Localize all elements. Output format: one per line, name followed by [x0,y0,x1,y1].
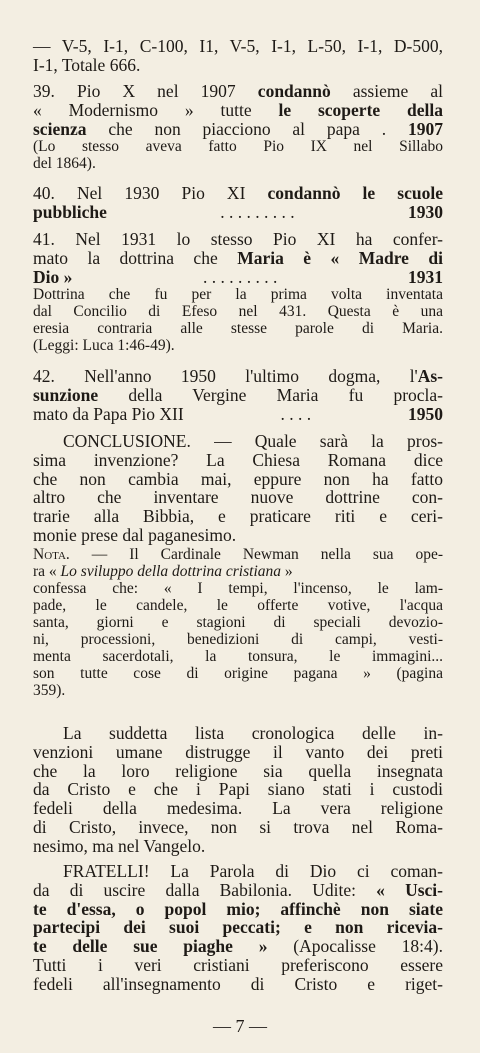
text-line: pade, le candele, le offerte votive, l'acqua [33,597,443,614]
text-line: fedeli all'insegnamento di Cristo e riget- [33,973,443,994]
text-line: mato da Papa Pio XII . . . . 1950 [33,403,443,424]
nota-paragraph [33,546,443,699]
text-line: scienza che non piacciono al papa . 1907 [33,118,443,139]
text-line: da Cristo e che i Papi siano stati i custodi [33,779,443,800]
text-line: Dottrina che fu per la prima volta inventata [33,286,443,304]
text-line: ni, processioni, benedizioni di campi, vesti- [33,631,443,648]
conclusione-paragraph [33,432,443,545]
text-line: da di uscire dalla Babilonia. Udite: « Usci- [33,879,443,900]
text-line: I-1, Totale 666. [33,54,141,75]
text-line: 41. Nel 1931 lo stesso Pio XI ha confer- [33,229,443,249]
text-line: fedeli della medesima. La vera religione [33,798,443,819]
lista-paragraph [33,724,443,856]
text-line: son tutte cose di origine pagana » (pagina [33,665,443,682]
text-line: di Cristo, invece, non si trova nel Roma- [33,816,443,837]
text-line: del 1864). [33,155,96,173]
text-line: « Modernismo » tutte le scoperte della [33,99,443,120]
text-line: CONCLUSIONE. — Quale sarà la pros- [63,431,443,451]
text-line: eresia contraria alle stesse parole di Maria. [33,320,443,338]
text-line: mato la dottrina che Maria è « Madre di [33,247,444,268]
text-line: menta sacerdotali, la tonsura, le immagini... [33,648,443,665]
text-line: FRATELLI! La Parola di Dio ci coman- [63,861,443,881]
text-line: dal Concilio di Efeso nel 431. Questa è una [33,303,443,321]
text-line: nesimo, ma nel Vangelo. [33,835,206,856]
text-line: — V-5, I-1, C-100, I1, V-5, I-1, L-50, I-1, D-500, [33,36,443,56]
text-line: (Leggi: Luca 1:46-49). [33,337,175,355]
text-line: partecipi dei suoi peccati; e non ricevia- [33,917,443,938]
text-line: monie prese dal paganesimo. [33,524,237,545]
item-38-tail [33,37,443,75]
text-line: 42. Nell'anno 1950 l'ultimo dogma, l'As- [33,366,443,386]
text-line: santa, giorni e stagioni di speciali devozio- [33,614,443,631]
text-line: Dio » . . . . . . . . . 1931 [33,266,443,287]
text-line: te delle sue piaghe » (Apocalisse 18:4). [33,936,443,957]
fratelli-paragraph [33,862,443,994]
text-line: pubbliche . . . . . . . . . 1930 [33,201,443,222]
text-line: che non cambia mai, eppure non ha fatto [33,468,443,489]
item-41 [33,230,443,354]
item-42 [33,367,443,423]
text-line: venzioni umane distrugge il vanto dei preti [33,741,443,762]
text-line: te d'essa, o popol mio; affinchè non siate [33,898,443,919]
text-line: sima invenzione? La Chiesa Romana dice [33,449,443,470]
text-line: che la loro religione sia quella insegnata [33,760,443,781]
text-line: altro che inventare nuove dottrine con- [33,487,443,508]
text-line: sunzione della Vergine Maria fu procla- [33,384,443,405]
text-line: ra « Lo sviluppo della dottrina cristiana » [33,563,293,580]
text-line: 39. Pio X nel 1907 condannò assieme al [33,81,443,101]
text-line: trarie alla Bibbia, e praticare riti e ceri- [33,506,443,527]
page-number: — 7 — [213,1016,267,1036]
text-line: 359). [33,682,66,699]
item-39 [33,82,443,172]
text-line: Tutti i veri cristiani preferiscono essere [33,954,443,975]
text-line: 40. Nel 1930 Pio XI condannò le scuole [33,183,443,203]
text-line: La suddetta lista cronologica delle in- [63,723,443,743]
item-40 [33,184,443,222]
text-line: (Lo stesso aveva fatto Pio IX nel Sillabo [33,138,443,156]
text-line: Nota. — Il Cardinale Newman nella sua ope- [33,546,443,563]
text-line: confessa che: « I tempi, l'incenso, le lam- [33,580,443,597]
